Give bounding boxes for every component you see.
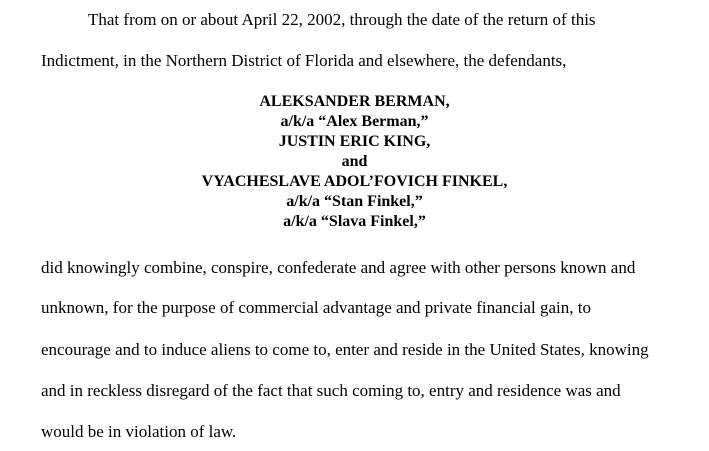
defendant-name-3: VYACHESLAVE ADOL’FOVICH FINKEL, (201, 173, 508, 190)
body-line-2: unknown, for the purpose of commercial advantage and private financial gain, to (41, 298, 591, 317)
defendant-alias-3a: a/k/a “Stan Finkel,” (286, 193, 423, 210)
body-line-5: would be in violation of law. (41, 422, 237, 441)
body-line-1: did knowingly combine, conspire, confederate and agree with other persons known and (41, 258, 636, 277)
body-line-4: and in reckless disregard of the fact that such coming to, entry and residence was and (41, 381, 621, 400)
defendant-alias-3b: a/k/a “Slava Finkel,” (283, 213, 426, 230)
defendant-name-2: JUSTIN ERIC KING, (278, 133, 431, 150)
body-line-3: encourage and to induce aliens to come to, enter and reside in the United States, knowing (41, 340, 649, 359)
defendant-alias-1: a/k/a “Alex Berman,” (280, 113, 429, 130)
defendants-block (0, 92, 709, 232)
defendant-name-1: ALEKSANDER BERMAN, (259, 93, 450, 110)
intro-line-2: Indictment, in the Northern District of Florida and elsewhere, the defendants, (41, 51, 567, 70)
intro-line-1: That from on or about April 22, 2002, through the date of the return of this (88, 10, 596, 29)
defendant-conjunction: and (341, 153, 368, 170)
